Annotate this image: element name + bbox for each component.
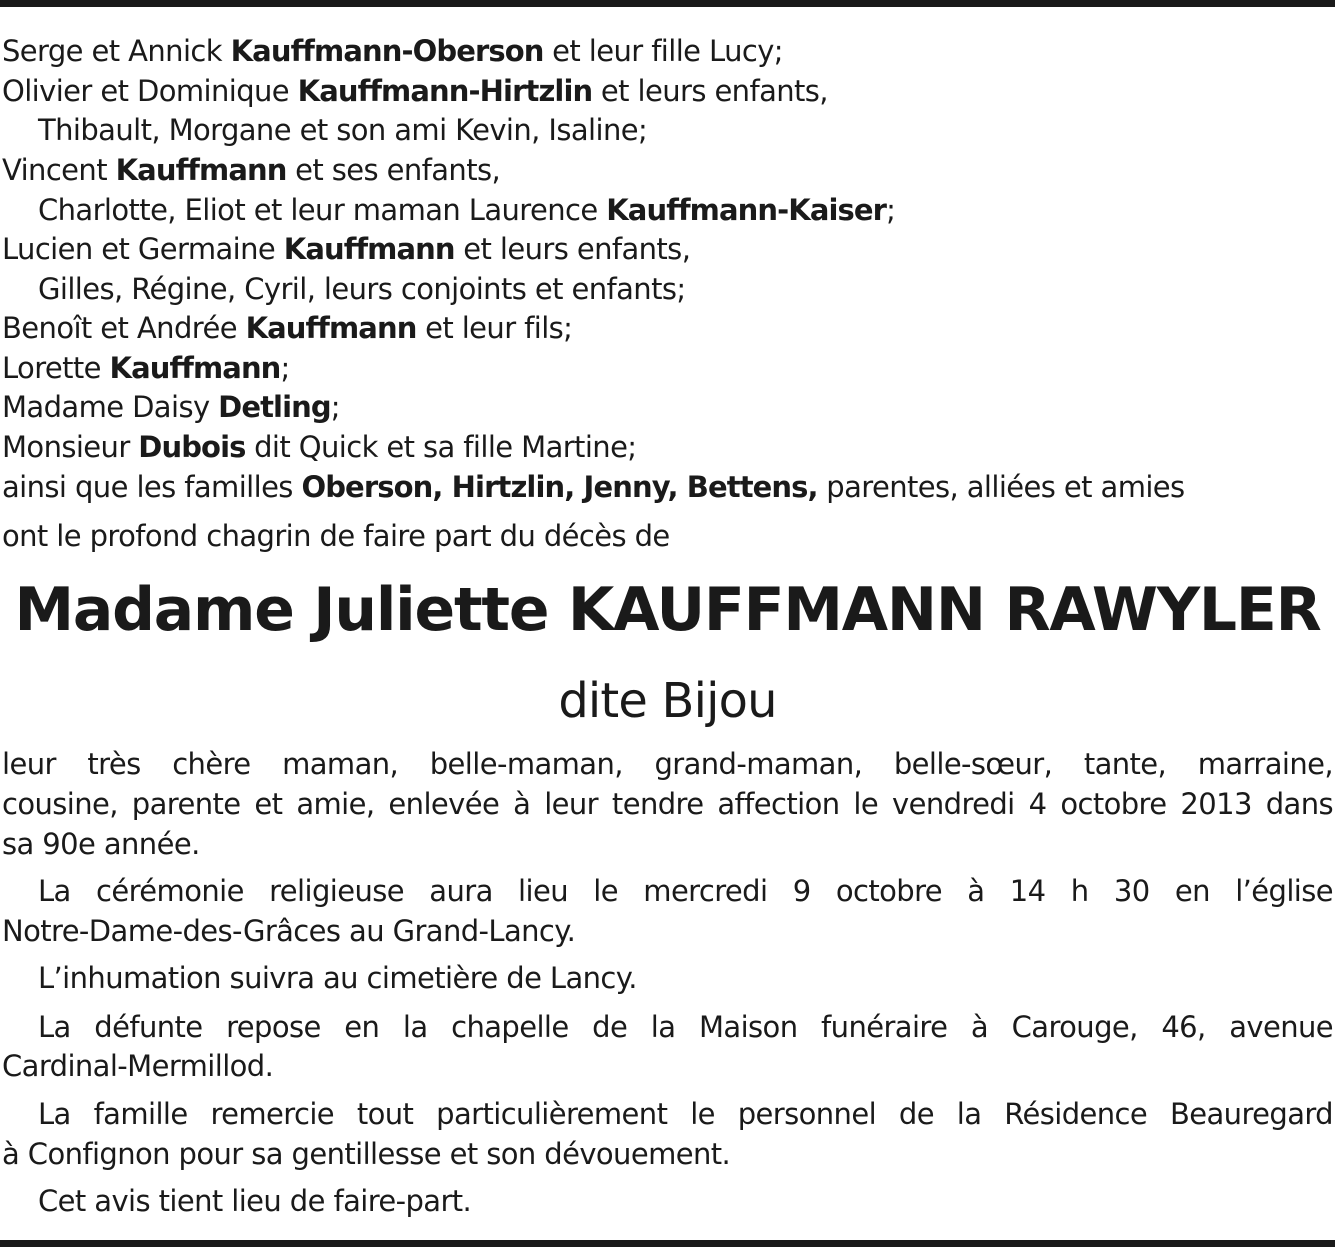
- family-line-9: Lorette Kauffmann;: [2, 351, 290, 385]
- body-paragraph-4-line-1: La défunte repose en la chapelle de la Maison funéraire à Carouge, 46, avenue: [38, 1010, 1333, 1044]
- family-line-1: Serge et Annick Kauffmann-Oberson et leur fille Lucy;: [2, 34, 783, 68]
- body-paragraph-5-line-1: La famille remercie tout particulièrement le personnel de la Résidence Beauregard: [38, 1097, 1333, 1131]
- nickname: dite Bijou: [558, 674, 777, 729]
- family-line-10: Madame Daisy Detling;: [2, 390, 340, 424]
- family-line-6: Lucien et Germaine Kauffmann et leurs enfants,: [2, 232, 691, 266]
- body-paragraph-1-line-2: cousine, parente et amie, enlevée à leur tendre affection le vendredi 4 octobre 2013 dans: [2, 787, 1333, 821]
- deceased-name: Madame Juliette KAUFFMANN RAWYLER: [14, 575, 1321, 645]
- family-line-2: Olivier et Dominique Kauffmann-Hirtzlin et leurs enfants,: [2, 74, 828, 108]
- family-line-12: ainsi que les familles Oberson, Hirtzlin, Jenny, Bettens, parentes, alliées et amies: [2, 470, 1185, 504]
- body-paragraph-2-line-1: La cérémonie religieuse aura lieu le mercredi 9 octobre à 14 h 30 en l’église: [38, 874, 1333, 908]
- body-paragraph-6-line-1: Cet avis tient lieu de faire-part.: [38, 1184, 472, 1218]
- announcement-intro: ont le profond chagrin de faire part du décès de: [2, 519, 670, 553]
- body-paragraph-1-line-1: leur très chère maman, belle-maman, grand-maman, belle-sœur, tante, marraine,: [2, 747, 1333, 781]
- family-line-11: Monsieur Dubois dit Quick et sa fille Martine;: [2, 430, 637, 464]
- family-line-7: Gilles, Régine, Cyril, leurs conjoints et enfants;: [38, 272, 686, 306]
- body-paragraph-4-line-2: Cardinal-Mermillod.: [2, 1049, 274, 1083]
- body-paragraph-2-line-2: Notre-Dame-des-Grâces au Grand-Lancy.: [2, 914, 576, 948]
- bottom-rule: [0, 1240, 1335, 1247]
- family-line-4: Vincent Kauffmann et ses enfants,: [2, 153, 501, 187]
- family-line-8: Benoît et Andrée Kauffmann et leur fils;: [2, 311, 573, 345]
- family-line-5: Charlotte, Eliot et leur maman Laurence Kauffmann-Kaiser;: [38, 193, 896, 227]
- body-paragraph-5-line-2: à Confignon pour sa gentillesse et son dévouement.: [2, 1137, 731, 1171]
- family-line-3: Thibault, Morgane et son ami Kevin, Isaline;: [38, 113, 648, 147]
- top-rule: [0, 0, 1335, 7]
- body-paragraph-1-line-3: sa 90e année.: [2, 827, 200, 861]
- body-paragraph-3-line-1: L’inhumation suivra au cimetière de Lancy.: [38, 961, 637, 995]
